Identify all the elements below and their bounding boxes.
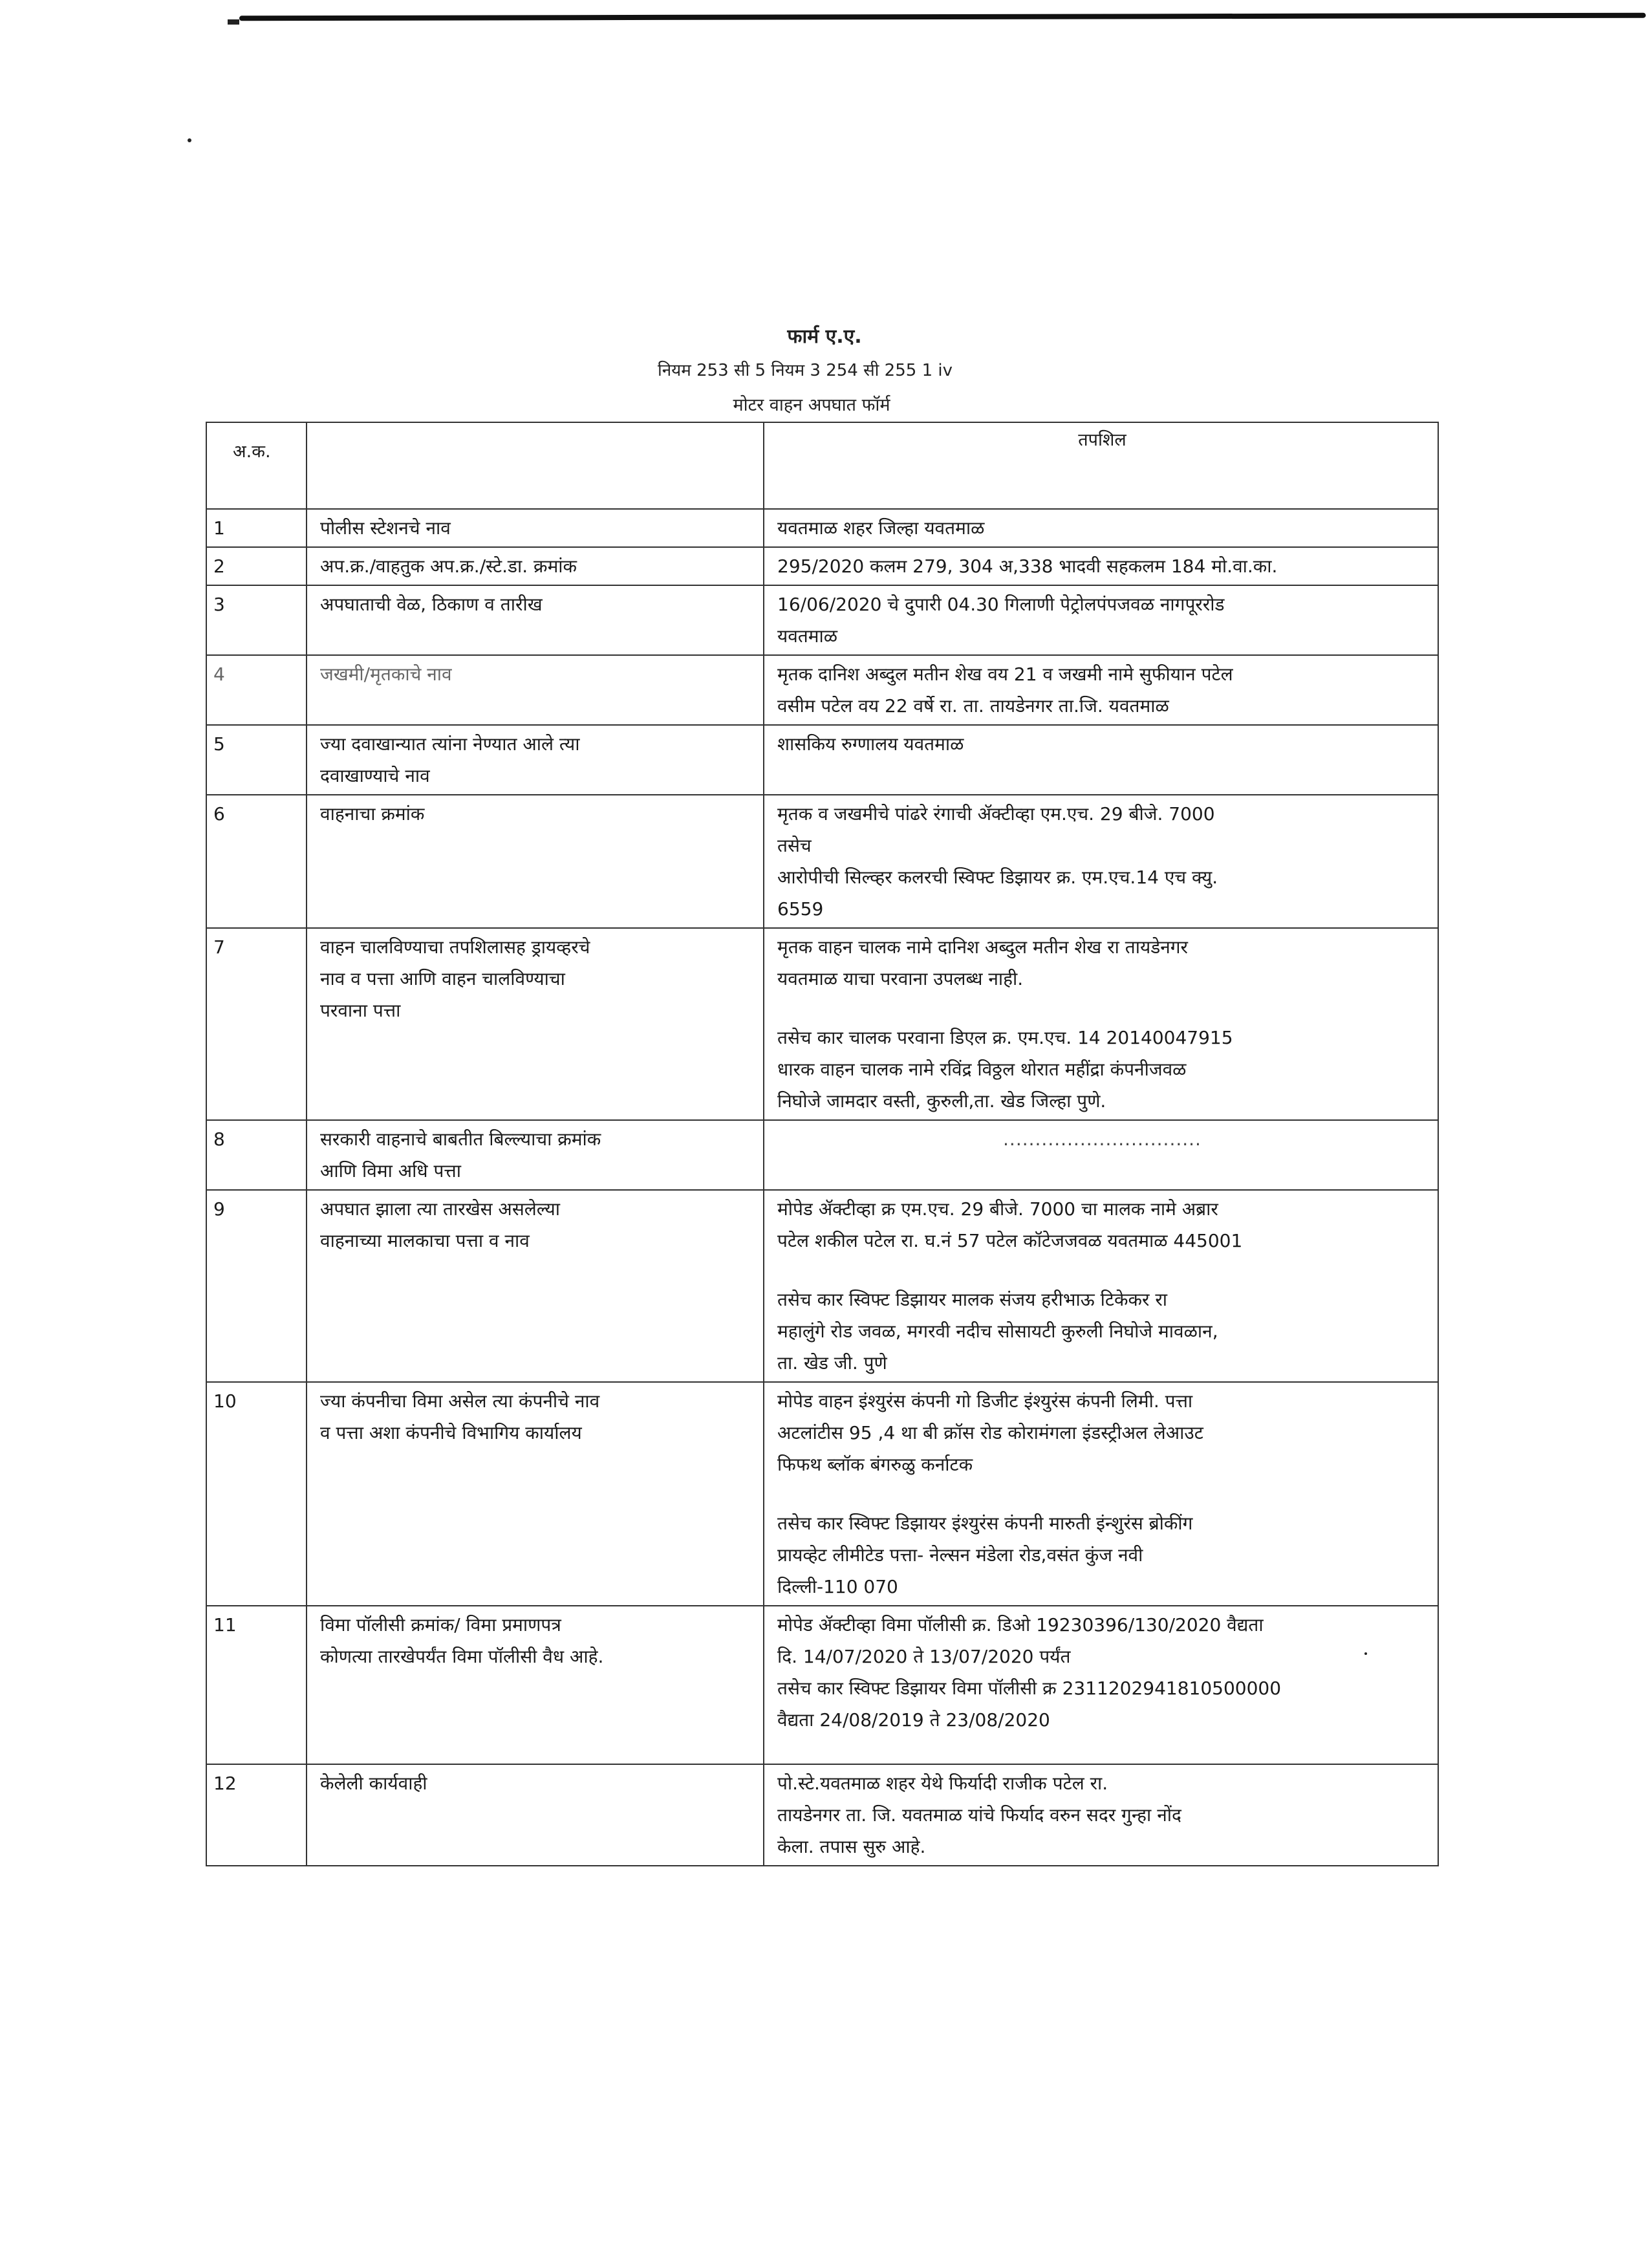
row-field (307, 795, 764, 928)
field-line: सरकारी वाहनाचे बाबतीत बिल्ल्याचा क्रमांक (320, 1129, 601, 1150)
scan-speck (188, 138, 191, 142)
field-line: दवाखाण्याचे नाव (320, 765, 430, 786)
field-line: ज्या दवाखान्यात त्यांना नेण्यात आले त्या (320, 733, 580, 755)
detail-line: यवतमाळ (777, 625, 838, 647)
table-header-row (206, 422, 1438, 509)
table-row (206, 1382, 1438, 1606)
detail-line: 295/2020 कलम 279, 304 अ,338 भादवी सहकलम 184 मो.वा.का. (777, 556, 1278, 577)
row-field (307, 1190, 764, 1382)
detail-line: धारक वाहन चालक नामे रविंद्र विठ्ठल थोरात महींद्रा कंपनीजवळ (777, 1059, 1187, 1080)
row-serial: 5 (206, 725, 307, 795)
detail-line: दिल्ली-110 070 (777, 1576, 898, 1597)
rule-reference: नियम 253 सी 5 नियम 3 254 सी 255 1 iv (658, 361, 953, 380)
row-details (764, 795, 1438, 928)
row-details (764, 1382, 1438, 1606)
field-line: वाहनाच्या मालकाचा पत्ता व नाव (320, 1230, 530, 1251)
field-line: जखमी/मृतकाचे नाव (320, 664, 452, 685)
detail-line: मोपेड ॲक्टीव्हा विमा पॉलीसी क्र. डिओ 19230396/130/2020 वैद्यता (777, 1614, 1264, 1636)
field-line: कोणत्या तारखेपर्यंत विमा पॉलीसी वैध आहे. (320, 1646, 604, 1667)
field-line: पोलीस स्टेशनचे नाव (320, 517, 451, 539)
detail-line: ता. खेड जी. पुणे (777, 1352, 887, 1374)
field-line: व पत्ता अशा कंपनीचे विभागिय कार्यालय (320, 1422, 582, 1443)
table-row (206, 655, 1438, 725)
detail-line: केला. तपास सुरु आहे. (777, 1836, 926, 1857)
row-details (764, 547, 1438, 585)
detail-line: महालुंगे रोड जवळ, मगरवी नदीच सोसायटी कुरुली निघोजे मावळान, (777, 1321, 1218, 1342)
detail-line: वसीम पटेल वय 22 वर्षे रा. ता. तायडेनगर ता.जि. यवतमाळ (777, 695, 1169, 717)
detail-line: प्रायव्हेट लीमीटेड पत्ता- नेल्सन मंडेला रोड,वसंत कुंज नवी (777, 1544, 1143, 1566)
form-subtitle: मोटर वाहन अपघात फॉर्म (733, 395, 890, 415)
field-line: अप.क्र./वाहतुक अप.क्र./स्टे.डा. क्रमांक (320, 556, 577, 577)
row-serial: 7 (206, 928, 307, 1120)
detail-line: निघोजे जामदार वस्ती, कुरुली,ता. खेड जिल्हा पुणे. (777, 1090, 1106, 1112)
detail-line: मृतक व जखमीचे पांढरे रंगाची ॲक्टीव्हा एम.एच. 29 बीजे. 7000 (777, 803, 1215, 825)
field-line: ज्या कंपनीचा विमा असेल त्या कंपनीचे नाव (320, 1390, 600, 1412)
detail-line: आरोपीची सिल्व्हर कलरची स्विफ्ट डिझायर क्र. एम.एच.14 एच क्यु. (777, 867, 1218, 888)
detail-line: फिफथ ब्लॉक बंगरुळु कर्नाटक (777, 1454, 973, 1475)
field-line: अपघाताची वेळ, ठिकाण व तारीख (320, 594, 543, 615)
accident-details-table (206, 422, 1439, 1866)
detail-line: मृतक वाहन चालक नामे दानिश अब्दुल मतीन शेख रा तायडेनगर (777, 936, 1188, 958)
row-details (764, 725, 1438, 795)
table-row (206, 928, 1438, 1120)
row-serial: 10 (206, 1382, 307, 1606)
table-row (206, 1606, 1438, 1764)
detail-line: अटलांटीस 95 ,4 था बी क्रॉस रोड कोरामंगला इंडस्ट्रीअल लेआउट (777, 1422, 1203, 1443)
detail-line: 6559 (777, 898, 824, 920)
detail-line: तसेच कार स्विफ्ट डिझायर विमा पॉलीसी क्र 2311202941810500000 (777, 1678, 1282, 1699)
scan-mark (228, 19, 239, 25)
table-row (206, 1120, 1438, 1190)
row-details (764, 1190, 1438, 1382)
field-line: वाहनाचा क्रमांक (320, 803, 425, 825)
detail-line: शासकिय रुग्णालय यवतमाळ (777, 733, 964, 755)
row-details (764, 1606, 1438, 1764)
field-line: परवाना पत्ता (320, 1000, 401, 1021)
table-row (206, 547, 1438, 585)
detail-line: वैद्यता 24/08/2019 ते 23/08/2020 (777, 1709, 1050, 1731)
row-field (307, 547, 764, 585)
detail-line: 16/06/2020 चे दुपारी 04.30 गिलाणी पेट्रोलपंपजवळ नागपूररोड (777, 594, 1225, 615)
detail-line: पटेल शकील पटेल रा. घ.नं 57 पटेल कॉटेजजवळ यवतमाळ 445001 (777, 1230, 1243, 1251)
row-field (307, 509, 764, 547)
row-details (764, 655, 1438, 725)
field-line: आणि विमा अधि पत्ता (320, 1160, 461, 1182)
field-line: विमा पॉलीसी क्रमांक/ विमा प्रमाणपत्र (320, 1614, 561, 1636)
row-details (764, 585, 1438, 655)
scan-top-rule (239, 13, 1646, 21)
row-serial: 6 (206, 795, 307, 928)
row-serial: 12 (206, 1764, 307, 1866)
row-field (307, 585, 764, 655)
row-field (307, 655, 764, 725)
row-field (307, 928, 764, 1120)
row-details (764, 1764, 1438, 1866)
field-line: वाहन चालविण्याचा तपशिलासह ड्रायव्हरचे (320, 936, 590, 958)
detail-line: मोपेड ॲक्टीव्हा क्र एम.एच. 29 बीजे. 7000 चा मालक नामे अब्रार (777, 1198, 1218, 1220)
table-row (206, 1190, 1438, 1382)
details-header: तपशिल (764, 422, 1438, 509)
row-field (307, 1764, 764, 1866)
row-details (764, 509, 1438, 547)
detail-line: ............................... (1003, 1129, 1202, 1150)
serial-header: अ.क. (206, 422, 307, 509)
row-details (764, 1120, 1438, 1190)
table-row (206, 795, 1438, 928)
row-serial: 3 (206, 585, 307, 655)
field-line: केलेली कार्यवाही (320, 1773, 427, 1794)
row-serial: 2 (206, 547, 307, 585)
table-row (206, 585, 1438, 655)
detail-line: यवतमाळ शहर जिल्हा यवतमाळ (777, 517, 985, 539)
row-serial: 11 (206, 1606, 307, 1764)
row-serial: 4 (206, 655, 307, 725)
detail-line: मोपेड वाहन इंश्युरंस कंपनी गो डिजीट इंश्युरंस कंपनी लिमी. पत्ता (777, 1390, 1193, 1412)
row-field (307, 1606, 764, 1764)
detail-line: तसेच कार चालक परवाना डिएल क्र. एम.एच. 14 20140047915 (777, 1027, 1233, 1048)
field-line: अपघात झाला त्या तारखेस असलेल्या (320, 1198, 561, 1220)
row-serial: 9 (206, 1190, 307, 1382)
table-row (206, 725, 1438, 795)
table-row (206, 1764, 1438, 1866)
form-title: फार्म ए.ए. (787, 325, 862, 348)
detail-line: मृतक दानिश अब्दुल मतीन शेख वय 21 व जखमी नामे सुफीयान पटेल (777, 664, 1233, 685)
detail-line: पो.स्टे.यवतमाळ शहर येथे फिर्यादी राजीक पटेल रा. (777, 1773, 1108, 1794)
row-serial: 8 (206, 1120, 307, 1190)
detail-line: तसेच (777, 835, 812, 856)
row-field (307, 1120, 764, 1190)
detail-line: यवतमाळ याचा परवाना उपलब्ध नाही. (777, 968, 1024, 989)
row-field (307, 725, 764, 795)
detail-line: तसेच कार स्विफ्ट डिझायर इंश्युरंस कंपनी मारुती इंन्शुरंस ब्रोकींग (777, 1513, 1193, 1534)
row-field (307, 1382, 764, 1606)
table-row (206, 509, 1438, 547)
row-serial: 1 (206, 509, 307, 547)
detail-line: तसेच कार स्विफ्ट डिझायर मालक संजय हरीभाऊ टिकेकर रा (777, 1289, 1168, 1310)
row-details (764, 928, 1438, 1120)
field-header (307, 422, 764, 509)
detail-line: दि. 14/07/2020 ते 13/07/2020 पर्यंत (777, 1646, 1071, 1667)
field-line: नाव व पत्ता आणि वाहन चालविण्याचा (320, 968, 565, 989)
detail-line: तायडेनगर ता. जि. यवतमाळ यांचे फिर्याद वरुन सदर गुन्हा नोंद (777, 1804, 1181, 1826)
